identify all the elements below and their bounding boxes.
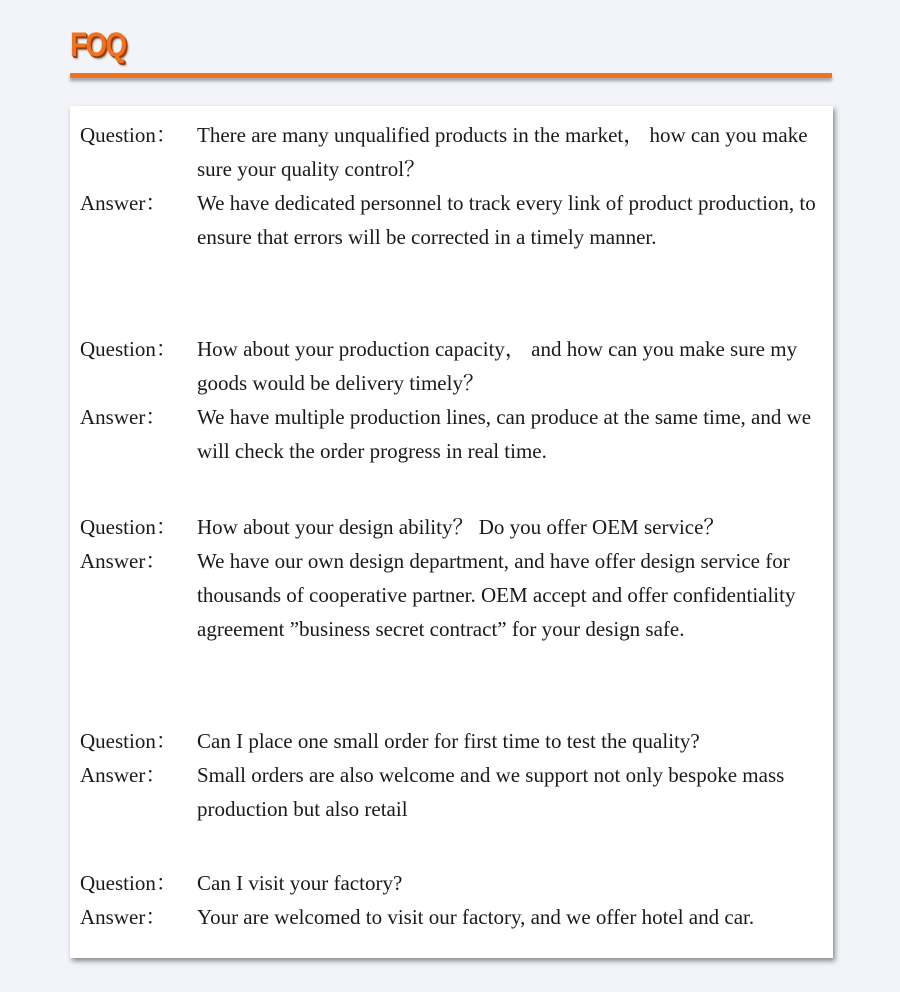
faq-item xyxy=(80,724,828,826)
question-row xyxy=(80,866,828,900)
question-label: Question： xyxy=(80,337,177,361)
answer-row xyxy=(80,900,828,934)
answer-text: We have multiple production lines, can produce at the same time, and we will check the order progress in real time. xyxy=(197,405,812,463)
question-text: There are many unqualified products in the market， how can you make sure your quality control？ xyxy=(197,123,808,181)
question-text: How about your production capacity， and how can you make sure my goods would be delivery timely？ xyxy=(197,337,798,395)
answer-label: Answer： xyxy=(80,549,167,573)
question-row xyxy=(80,118,828,186)
answer-text: Small orders are also welcome and we support not only bespoke mass production but also retail xyxy=(197,763,785,821)
question-text: Can I place one small order for first time to test the quality? xyxy=(197,729,700,753)
title-underline xyxy=(70,73,832,78)
faq-item xyxy=(80,510,828,646)
answer-row xyxy=(80,400,828,468)
faq-card xyxy=(70,106,833,958)
question-label: Question： xyxy=(80,729,177,753)
answer-row xyxy=(80,758,828,826)
answer-label: Answer： xyxy=(80,405,167,429)
answer-text: We have dedicated personnel to track every link of product production, to ensure that errors will be corrected in a timely manner. xyxy=(197,191,816,249)
faq-item xyxy=(80,332,828,468)
question-row xyxy=(80,510,828,544)
answer-row xyxy=(80,186,828,254)
question-label: Question： xyxy=(80,515,177,539)
answer-row xyxy=(80,544,828,646)
answer-label: Answer： xyxy=(80,763,167,787)
header xyxy=(0,0,900,100)
question-label: Question： xyxy=(80,123,177,147)
answer-text: We have our own design department, and have offer design service for thousands of cooperative partner. OEM accept and offer confidentiality agreement ”business secret contract” for your design safe. xyxy=(197,549,796,641)
answer-label: Answer： xyxy=(80,191,167,215)
question-text: How about your design ability？ Do you offer OEM service？ xyxy=(197,515,725,539)
answer-label: Answer： xyxy=(80,905,167,929)
faq-item xyxy=(80,118,828,254)
page-title: FOQ xyxy=(70,26,126,64)
question-text: Can I visit your factory? xyxy=(197,871,403,895)
faq-item xyxy=(80,866,828,934)
question-row xyxy=(80,724,828,758)
question-row xyxy=(80,332,828,400)
question-label: Question： xyxy=(80,871,177,895)
answer-text: Your are welcomed to visit our factory, and we offer hotel and car. xyxy=(197,905,755,929)
